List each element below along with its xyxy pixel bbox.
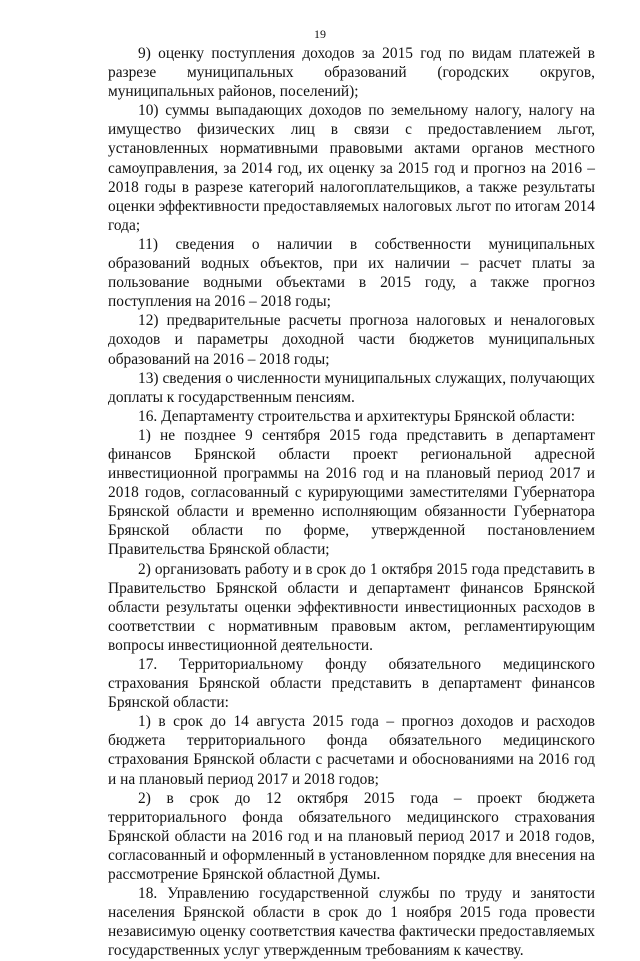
page-number: 19 xyxy=(314,27,326,41)
paragraph-16-item-1: 1) не позднее 9 сентября 2015 года представить в департамент финансов Брянской области проект региональной адресной инвестиционной программы на 2016 год и на плановый период 2017 и 2018 годов, согласованный с курирующими заместителями Губернатора Брянской области и временно исполняющим обязанности Губернатора Брянской области по форме, утвержденной постановлением Правительства Брянской области; xyxy=(108,426,595,559)
paragraph-item-11: 11) сведения о наличии в собственности муниципальных образований водных объектов, при их наличии – расчет платы за пользование водными объектами в 2015 году, а также прогноз поступления на 2016 – 2018 годы; xyxy=(108,235,595,311)
paragraph-section-16: 16. Департаменту строительства и архитектуры Брянской области: xyxy=(138,407,576,425)
paragraph-section-18: 18. Управлению государственной службы по труду и занятости населения Брянской области в срок до 1 ноября 2015 года провести независимую оценку соответствия качества фактически предоставляемых государственных услуг утвержденным требованиям к качеству. xyxy=(108,885,595,960)
paragraph-section-17: 17. Территориальному фонду обязательного медицинского страхования Брянской области представить в департамент финансов Брянской области: xyxy=(108,656,595,712)
paragraph-item-10: 10) суммы выпадающих доходов по земельному налогу, налогу на имущество физических лиц в связи с предоставлением льгот, установленных нормативными правовыми актами органов местного самоуправления, за 2014 год, их оценку за 2015 год и прогноз на 2016 – 2018 годы в разрезе категорий налогоплательщиков, а также результаты оценки эффективности предоставляемых налоговых льгот по итогам 2014 года; xyxy=(108,102,595,234)
paragraph-item-13: 13) сведения о численности муниципальных служащих, получающих доплаты к государственным пенсиям. xyxy=(108,369,595,406)
paragraph-17-item-2: 2) в срок до 12 октября 2015 года – проект бюджета территориального фонда обязательного медицинского страхования Брянской области на 2016 год и на плановый период 2017 и 2018 годов, согласованный и оформленный в установленном порядке для внесения на рассмотрение Брянской областной Думы. xyxy=(108,789,595,884)
paragraph-item-9: 9) оценку поступления доходов за 2015 год по видам платежей в разрезе муниципальных образований (городских округов, муниципальных районов, поселений); xyxy=(108,45,595,101)
paragraph-item-12: 12) предварительные расчеты прогноза налоговых и неналоговых доходов и параметры доходной части бюджетов муниципальных образований на 2016 – 2018 годы; xyxy=(108,312,595,368)
paragraph-17-item-1: 1) в срок до 14 августа 2015 года – прогноз доходов и расходов бюджета территориального фонда обязательного медицинского страхования Брянской области с расчетами и обоснованиями на 2016 год и на плановый период 2017 и 2018 годов; xyxy=(108,713,595,788)
paragraph-16-item-2: 2) организовать работу и в срок до 1 октября 2015 года представить в Правительство Брянской области и департамент финансов Брянской области результаты оценки эффективности инвестиционных расходов в соответствии с нормативным правовым актом, регламентирующим вопросы инвестиционной деятельности. xyxy=(108,560,595,654)
document-body xyxy=(108,44,595,961)
